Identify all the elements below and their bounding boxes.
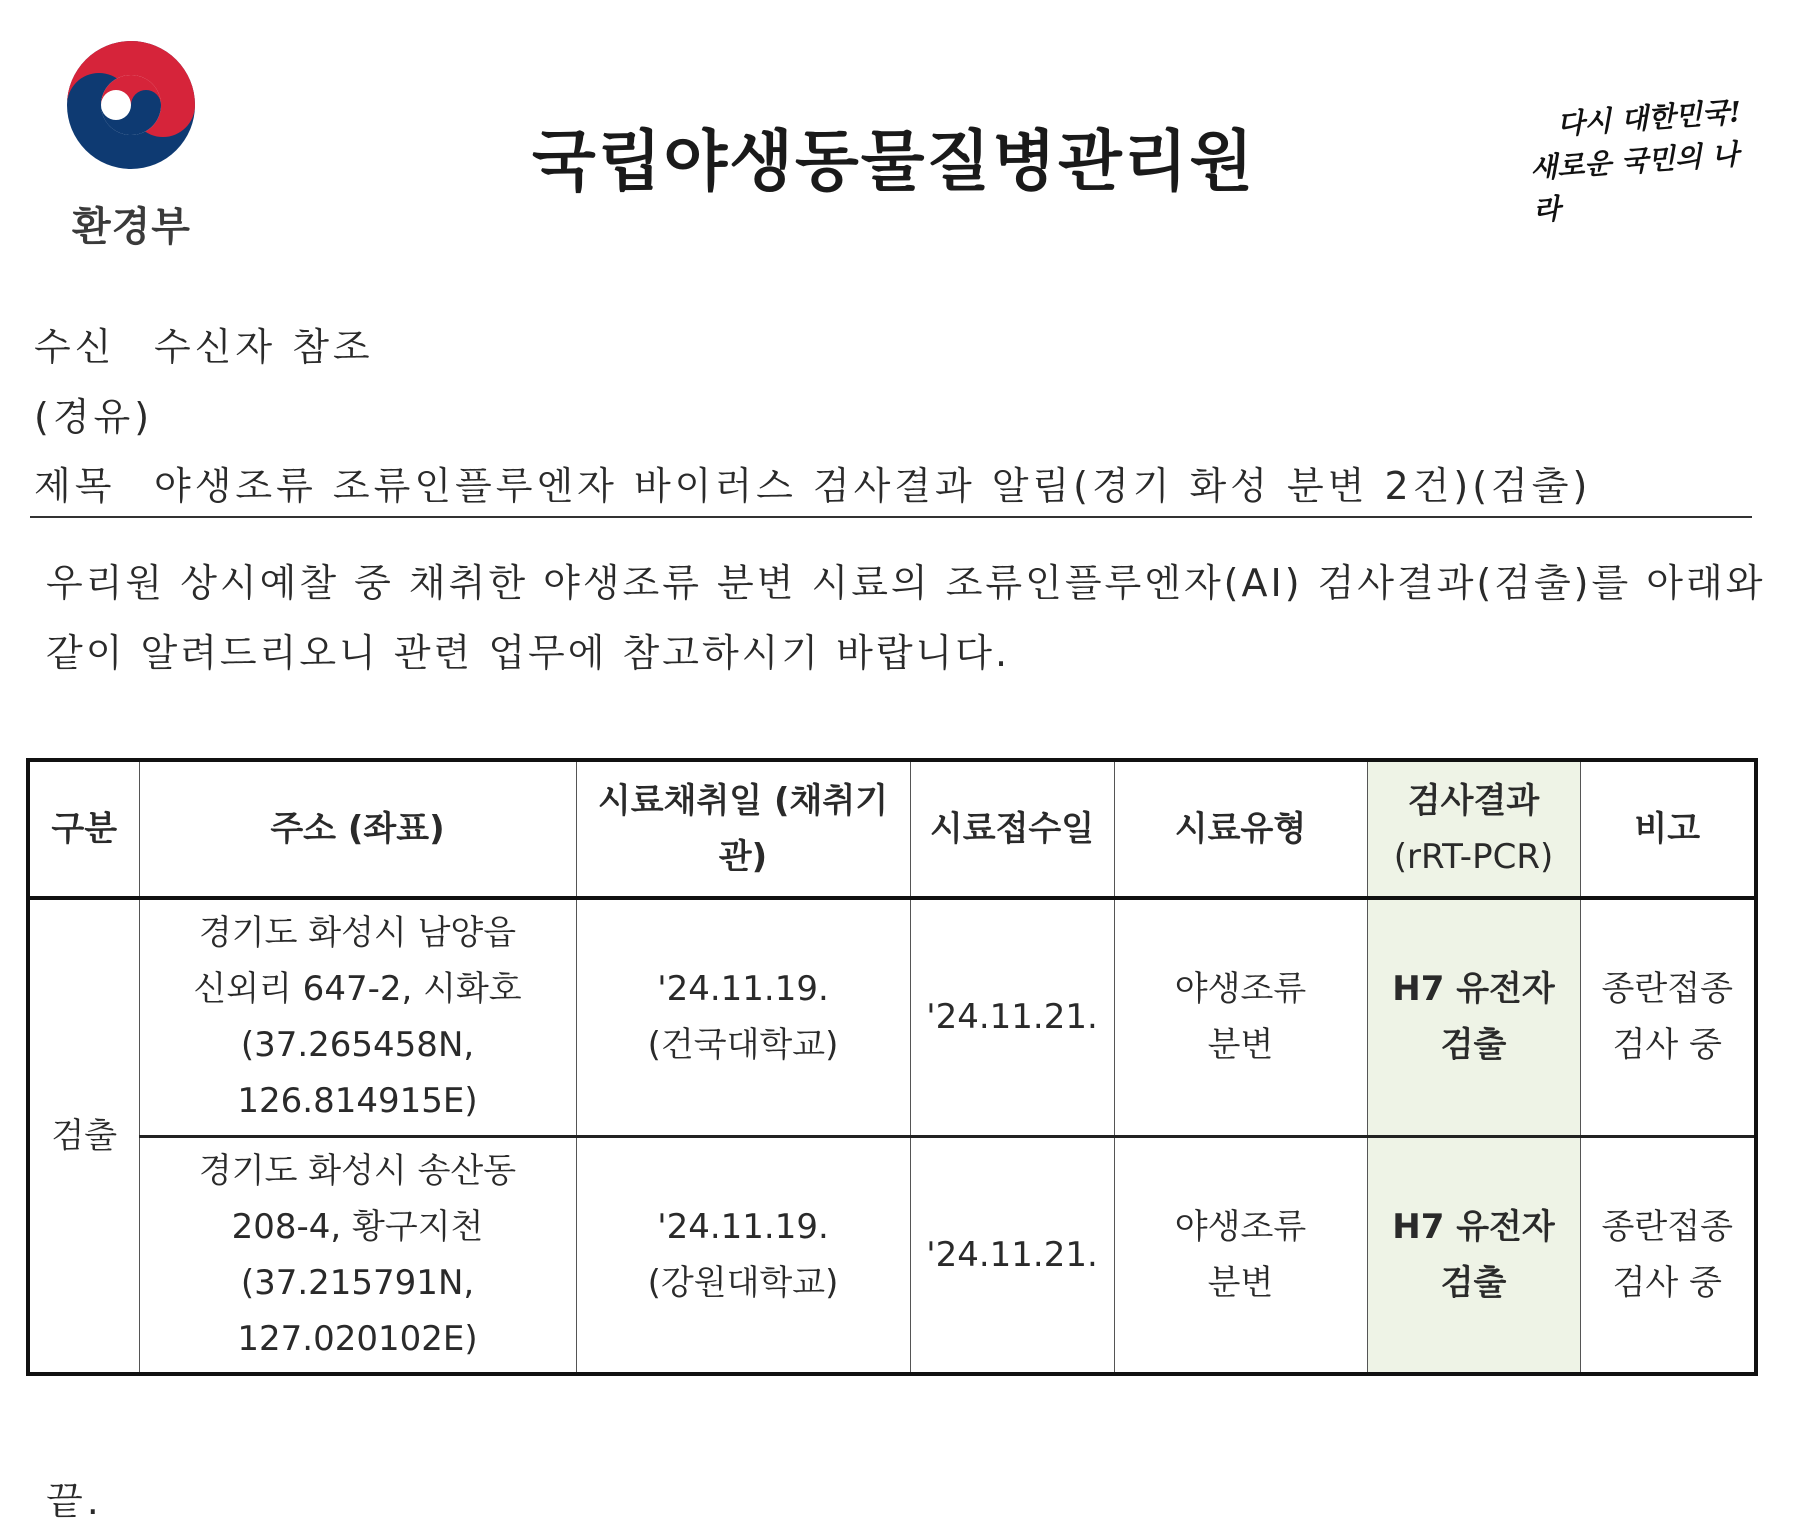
address-cell: [139, 898, 576, 1136]
ministry-logo: [62, 40, 202, 250]
header-sample-type: 시료유형: [1114, 760, 1367, 898]
category-cell: 검출: [28, 898, 139, 1374]
via-label: (경유): [34, 395, 154, 439]
sample-type-cell: [1114, 898, 1367, 1136]
ministry-name: 환경부: [72, 204, 191, 250]
header-collect: [576, 760, 910, 898]
coordinates: (37.265458N, 126.814915E): [237, 1025, 478, 1122]
address-line2: 208-4, 황구지천: [231, 1206, 484, 1247]
header-result-line2: (rRT-PCR): [1393, 837, 1554, 877]
header-address: [139, 760, 576, 898]
recipient-value: 수신자 참조: [154, 325, 374, 369]
subject-label: 제목: [34, 464, 116, 508]
remarks-line2: 검사 중: [1612, 1262, 1722, 1303]
subject-value: 야생조류 조류인플루엔자 바이러스 검사결과 알림(경기 화성 분변 2건)(검출): [154, 464, 1592, 508]
result-line2: 검출: [1440, 1262, 1507, 1303]
end-mark: 끝.: [46, 1479, 103, 1523]
sample-type-line2: 분변: [1207, 1262, 1274, 1303]
result-cell: [1367, 898, 1580, 1136]
result-cell: [1367, 1136, 1580, 1374]
sample-type-line2: 분변: [1207, 1025, 1274, 1066]
table-row: [28, 898, 1756, 1136]
slogan-line-2: 새로운 국민의 나라: [1529, 137, 1740, 227]
recipient-label: 수신: [34, 325, 116, 369]
sample-type-line1: 야생조류: [1174, 969, 1307, 1010]
address-line1: 경기도 화성시 남양읍: [198, 913, 517, 954]
received-date: '24.11.21.: [910, 898, 1114, 1136]
body-paragraph: 우리원 상시예찰 중 채취한 야생조류 분변 시료의 조류인플루엔자(AI) 검사결과(검출)를 아래와 같이 알려드리오니 관련 업무에 참고하시기 바랍니다.: [46, 561, 1766, 675]
header-remarks: 비고: [1580, 760, 1756, 898]
header-collect-line2: (채취기관): [718, 781, 889, 877]
address-line2: 신외리 647-2, 시화호: [193, 969, 522, 1010]
remarks-line1: 종란접종: [1601, 1206, 1733, 1247]
remarks-line2: 검사 중: [1612, 1025, 1722, 1066]
collect-date: '24.11.19.: [657, 969, 829, 1010]
remarks-line1: 종란접종: [1601, 969, 1733, 1010]
result-line2: 검출: [1440, 1025, 1507, 1066]
agency-title: 국립야생동물질병관리원: [532, 123, 1256, 200]
recipient-line: [34, 316, 374, 371]
results-table: [26, 758, 1758, 1376]
header-address-line1: 주소: [270, 809, 337, 849]
slogan: [1526, 90, 1764, 232]
remarks-cell: [1580, 1136, 1756, 1374]
collect-date: '24.11.19.: [657, 1206, 829, 1247]
collect-cell: [576, 898, 910, 1136]
collect-cell: [576, 1136, 910, 1374]
remarks-cell: [1580, 898, 1756, 1136]
address-line1: 경기도 화성시 송산동: [198, 1150, 517, 1191]
via-line: [34, 386, 153, 441]
header-collect-line1: 시료채취일: [597, 781, 763, 821]
collect-org: (건국대학교): [647, 1025, 839, 1066]
header-received: 시료접수일: [910, 760, 1114, 898]
taegeuk-emblem-icon: [66, 40, 196, 170]
table-header-row: [28, 760, 1756, 898]
header-category: 구분: [28, 760, 139, 898]
collect-org: (강원대학교): [647, 1262, 839, 1303]
result-line1: H7 유전자: [1392, 969, 1555, 1010]
coordinates: (37.215791N, 127.020102E): [237, 1262, 478, 1359]
sample-type-line1: 야생조류: [1174, 1206, 1307, 1247]
header-result-line1: 검사결과: [1407, 781, 1540, 821]
slogan-line-1: 다시 대한민국!: [1556, 95, 1743, 141]
header-result: [1367, 760, 1580, 898]
header-address-line2: (좌표): [347, 809, 445, 849]
subject-line: [34, 455, 1591, 510]
sample-type-cell: [1114, 1136, 1367, 1374]
address-cell: [139, 1136, 576, 1374]
result-line1: H7 유전자: [1392, 1206, 1555, 1247]
received-date: '24.11.21.: [910, 1136, 1114, 1374]
table-row: [28, 1136, 1756, 1374]
header-divider: [30, 516, 1752, 518]
